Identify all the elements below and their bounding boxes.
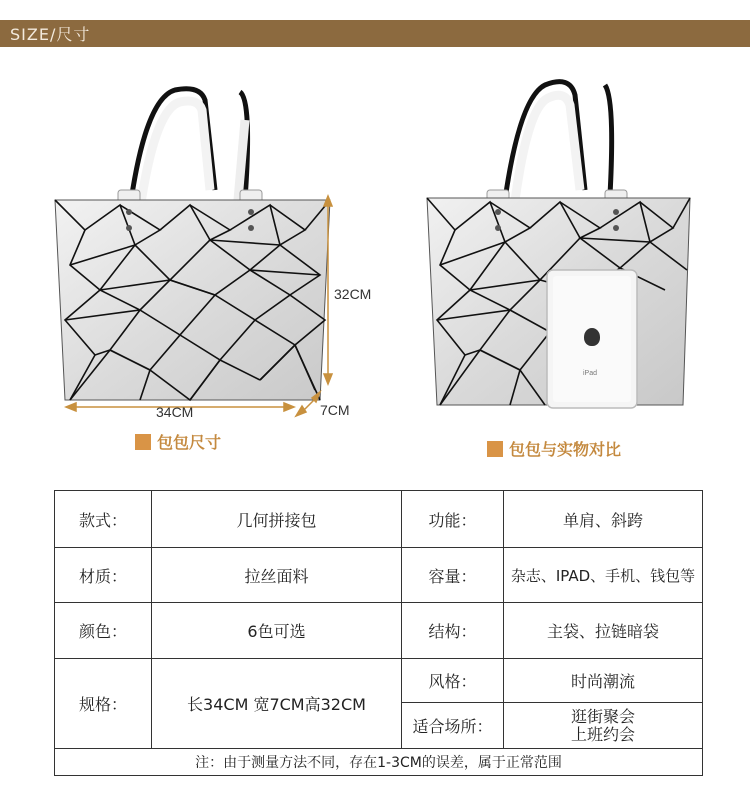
height-dimension-label: 32CM <box>334 286 372 302</box>
table-row <box>55 603 703 659</box>
spec-value-function: 单肩、斜跨 <box>504 491 703 548</box>
spec-label-structure: 结构： <box>402 603 504 659</box>
table-row <box>55 659 703 703</box>
bag-image-comparison <box>415 70 715 420</box>
caption-square-icon <box>135 434 151 450</box>
occasion-line-2: 上班约会 <box>570 724 635 744</box>
spec-label-dimensions: 规格： <box>55 659 152 749</box>
spec-value-color: 6色可选 <box>152 603 402 659</box>
header-title: SIZE/尺寸 <box>10 25 91 44</box>
table-row <box>55 749 703 776</box>
spec-value-style: 几何拼接包 <box>152 491 402 548</box>
spec-table <box>54 490 703 776</box>
caption-square-icon <box>487 441 503 457</box>
table-row <box>55 548 703 603</box>
spec-label-color: 颜色： <box>55 603 152 659</box>
table-row <box>55 491 703 548</box>
spec-value-structure: 主袋、拉链暗袋 <box>504 603 703 659</box>
depth-dimension-label: 7CM <box>320 402 350 418</box>
occasion-line-1: 逛街聚会 <box>570 706 635 726</box>
measurement-note: 注：由于测量方法不同，存在1-3CM的误差，属于正常范围 <box>55 749 703 776</box>
bag-compare-caption <box>487 437 621 460</box>
ipad-label: iPad <box>583 370 598 377</box>
width-dimension-label: 34CM <box>156 404 194 420</box>
apple-logo-icon <box>584 328 600 346</box>
bag-compare-caption-text: 包包与实物对比 <box>509 440 622 459</box>
spec-label-function: 功能： <box>402 491 504 548</box>
spec-value-occasion <box>504 703 703 749</box>
spec-value-material: 拉丝面料 <box>152 548 402 603</box>
spec-value-capacity: 杂志、IPAD、手机、钱包等 <box>504 548 703 603</box>
spec-label-style: 款式： <box>55 491 152 548</box>
spec-value-dimensions: 长34CM 宽7CM高32CM <box>152 659 402 749</box>
bag-size-caption <box>135 430 221 453</box>
spec-value-style-genre: 时尚潮流 <box>504 659 703 703</box>
spec-label-style-genre: 风格： <box>402 659 504 703</box>
spec-label-material: 材质： <box>55 548 152 603</box>
spec-label-occasion: 适合场所： <box>402 703 504 749</box>
bag-size-caption-text: 包包尺寸 <box>157 433 222 452</box>
spec-label-capacity: 容量： <box>402 548 504 603</box>
